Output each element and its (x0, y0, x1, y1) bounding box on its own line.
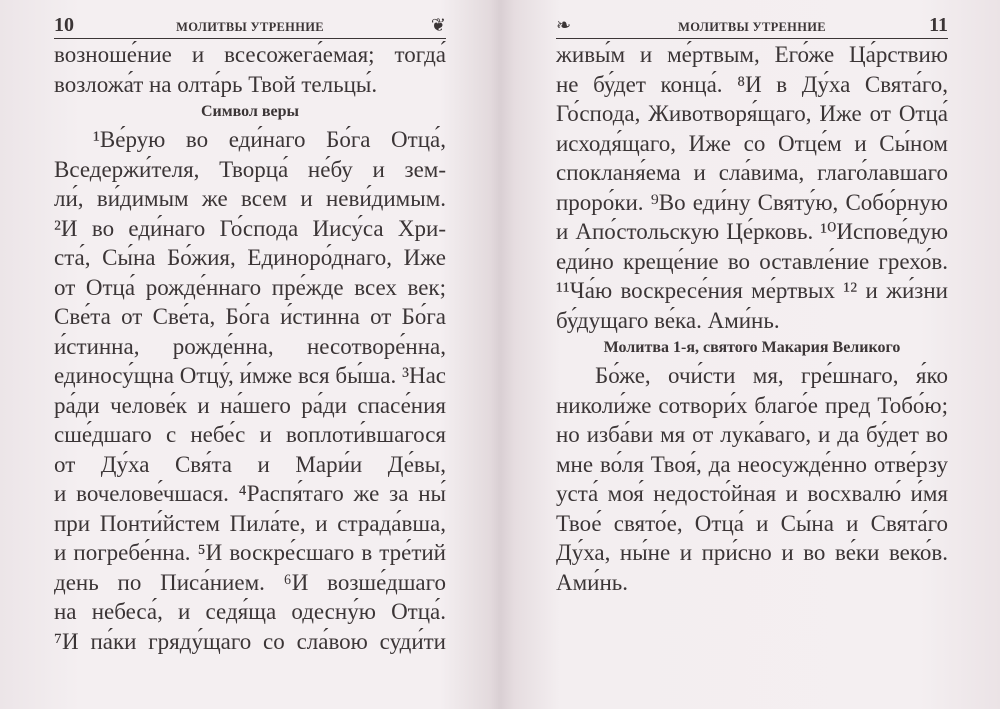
running-title: МОЛИТВЫ УТРЕННИЕ (176, 20, 324, 34)
page-body (556, 40, 948, 597)
page-header (556, 8, 948, 39)
text-line: не бу́дет конца́. ⁸И в Ду́ха Свята́го, (556, 71, 948, 97)
text-line: Бо́же, очи́сти мя, гре́шнаго, я́ко (595, 363, 948, 388)
ornament-icon: ❦ (430, 15, 446, 35)
text-line: ²И во еди́наго Го́спода Иису́са Хри- (54, 215, 446, 241)
text-line: ¹¹Ча́ю воскресе́ния ме́ртвых ¹² и жи́зни (556, 278, 948, 303)
page-header (54, 8, 446, 39)
text-line: ста́, Сы́на Бо́жия, Единоро́днаго, Иже (54, 245, 446, 270)
text-line: сше́дшаго с небе́с и воплоти́вшагося (54, 422, 446, 447)
section-heading: Молитва 1-я, святого Макария Великого (603, 339, 901, 356)
text-line: и вочелове́чшася. ⁴Распя́таго же за ны́ (54, 481, 446, 506)
text-line: проро́ки. ⁹Во еди́ну Святу́ю, Собо́рную (556, 189, 948, 215)
text-line: и Апо́стольскую Це́рковь. ¹⁰Испове́дую (556, 219, 948, 244)
text-line: и погребе́нна. ⁵И воскре́сшаго в тре́тий (54, 540, 446, 565)
page-number: 10 (54, 14, 74, 36)
text-line: еди́но креще́ние во оставле́ние грехо́в. (556, 248, 948, 274)
text-line: и́стинна, рожде́нна, несотворе́нна, (54, 333, 446, 359)
text-line: но изба́ви мя от лука́ваго, и да бу́дет во (556, 422, 948, 447)
text-line: Вседержи́теля, Творца́ не́бу и зем- (54, 156, 446, 182)
text-line: николи́же сотвори́х благо́е пред Тобо́ю; (556, 392, 948, 418)
text-line: день по Писа́нием. ⁶И возше́дшаго (54, 569, 446, 595)
text-line: возложа́т на олта́рь Твой тельцы́. (54, 71, 378, 97)
section-heading: Символ веры (200, 103, 300, 120)
page-body (54, 40, 446, 656)
text-line: Го́спода, Животворя́щаго, Иже от Отца́ (556, 101, 948, 126)
text-line: исходя́щаго, Иже со Отце́м и Сы́ном (556, 130, 948, 156)
text-line: возноше́ние и всесожега́емая; тогда́ (54, 42, 446, 67)
right-page (556, 0, 948, 597)
running-title: МОЛИТВЫ УТРЕННИЕ (678, 20, 826, 34)
text-line: ⁷И па́ки гряду́щаго со сла́вою суди́ти (54, 628, 446, 654)
text-line: живы́м и ме́ртвым, Его́же Ца́рствию (556, 42, 948, 67)
text-line: при Понти́йстем Пила́те, и страда́вша, (54, 510, 446, 536)
text-line: Све́та от Све́та, Бо́га и́стинна от Бо́га (54, 304, 446, 329)
text-line: уста́ моя́ недосто́йная и восхвалю́ и́мя (556, 481, 948, 506)
ornament-icon: ❧ (556, 15, 572, 35)
text-line: от Отца́ рожде́ннаго пре́жде всех век; (54, 274, 446, 300)
text-line: бу́дущаго ве́ка. Ами́нь. (556, 307, 780, 333)
text-line: спокланя́ема и сла́вима, глаго́лавшаго (556, 160, 948, 185)
text-line: Твое́ свято́е, Отца́ и Сы́на и Свята́го (556, 510, 948, 536)
page-number: 11 (929, 14, 948, 36)
text-line: на небеса́, и седя́ща одесну́ю Отца́. (54, 599, 446, 624)
text-line: Ами́нь. (556, 569, 629, 595)
text-line: единосу́щна Отцу́, и́мже вся бы́ша. ³Нас (54, 363, 446, 388)
text-line: от Ду́ха Свя́та и Мари́и Де́вы, (54, 451, 446, 477)
text-line: Ду́ха, ны́не и при́сно и во ве́ки веко́в. (556, 540, 948, 565)
text-line: ли́, ви́димым же всем и неви́димым. (54, 186, 446, 211)
text-line: мне во́ля Твоя́, да неосужде́нно отве́рзу (556, 451, 948, 477)
text-line: ра́ди челове́к и на́шего ра́ди спасе́ния (54, 392, 446, 418)
text-line: ¹Ве́рую во еди́наго Бо́га Отца́, (93, 127, 446, 152)
left-page (54, 0, 446, 656)
